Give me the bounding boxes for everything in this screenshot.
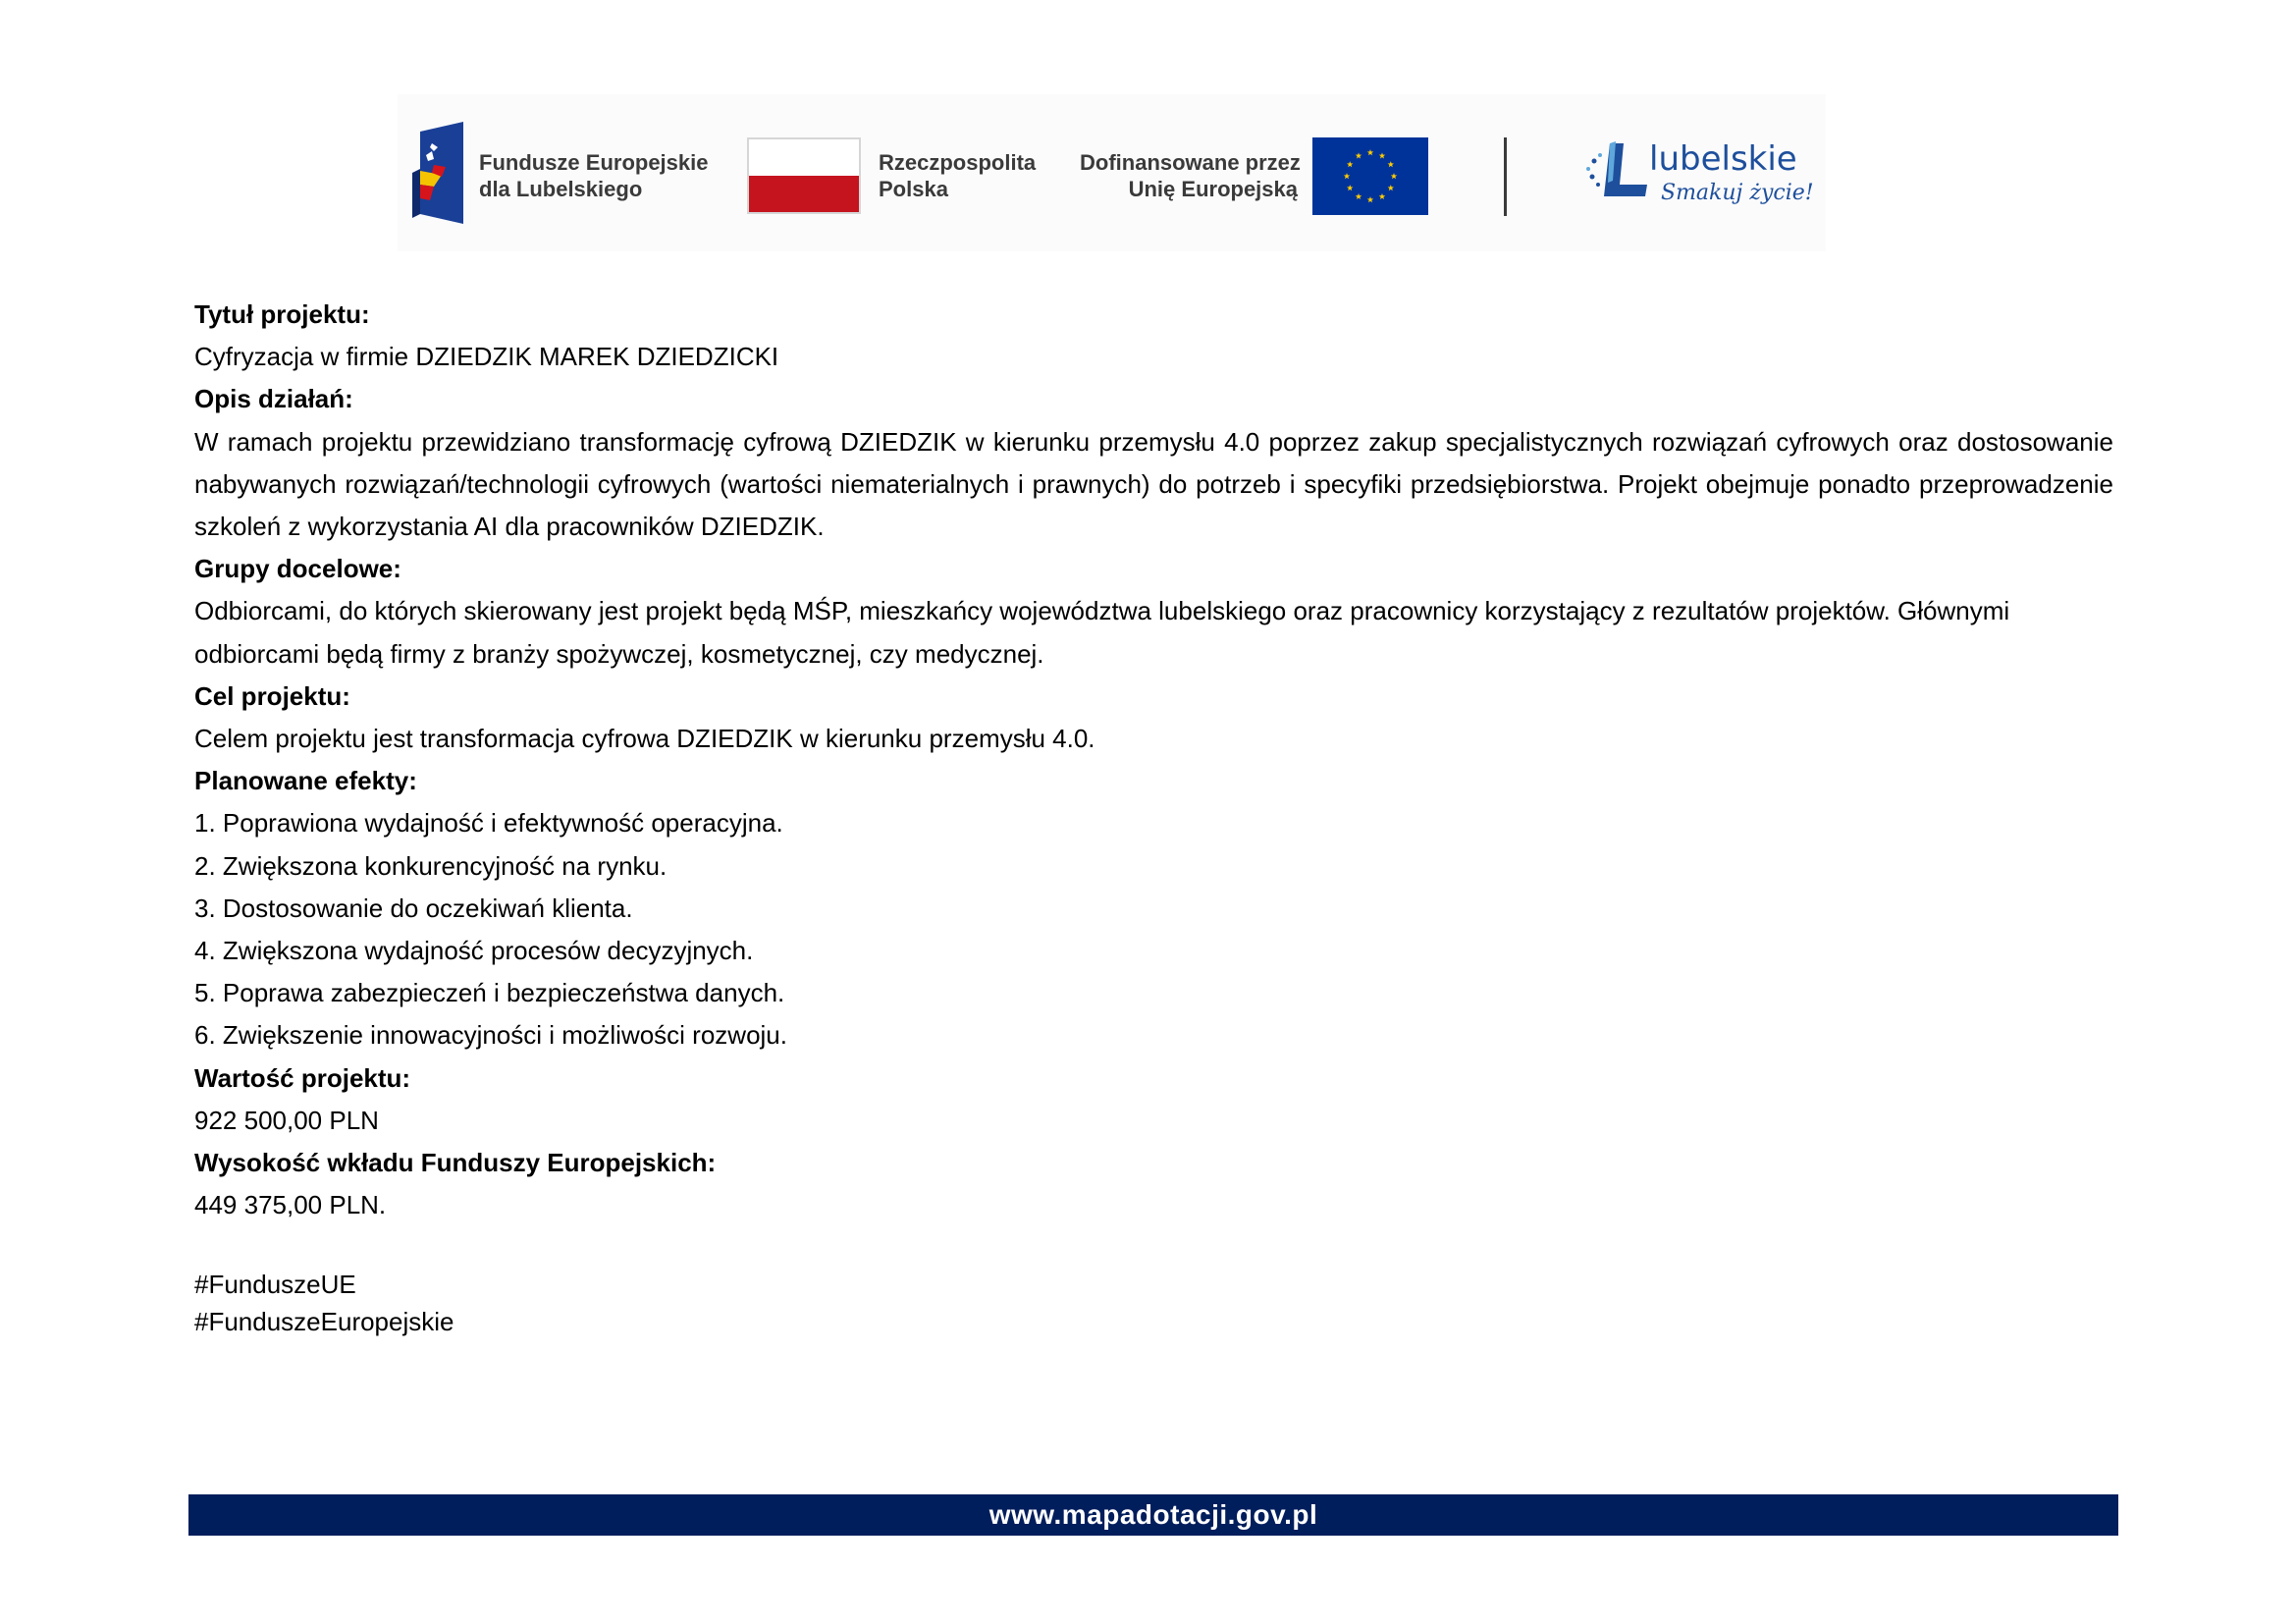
title-value: Cyfryzacja w firmie DZIEDZIK MAREK DZIEDZICKI bbox=[194, 342, 779, 372]
fe-label-line2: dla Lubelskiego bbox=[479, 177, 643, 201]
goal-value: Celem projektu jest transformacja cyfrowa DZIEDZIK w kierunku przemysłu 4.0. bbox=[194, 724, 1095, 754]
hashtag: #FunduszeUE bbox=[194, 1270, 356, 1299]
title-label: Tytuł projektu: bbox=[194, 299, 370, 329]
effect-item: 5. Poprawa zabezpieczeń i bezpieczeństwa danych. bbox=[194, 978, 785, 1008]
hashtags bbox=[194, 1266, 454, 1340]
lubelskie-logo-icon bbox=[1580, 132, 1659, 210]
project-info bbox=[194, 294, 2113, 1226]
eu-funding-label bbox=[1080, 149, 1301, 202]
effect-item: 4. Zwiększona wydajność procesów decyzyjnych. bbox=[194, 936, 754, 966]
rp-label-line1: Rzeczpospolita bbox=[879, 150, 1037, 175]
lubelskie-slogan: Smakuj życie! bbox=[1661, 181, 1814, 205]
description-value: W ramach projektu przewidziano transformację cyfrową DZIEDZIK w kierunku przemysłu 4.0 poprzez zakup specjalistycznych rozwiązań cyfrowych oraz dostosowanie nabywanych rozwiązań/technologii cyfrowych (wartości niematerialnych i prawnych) do potrzeb i specyfiki przedsiębiorstwa. Projekt obejmuje ponadto przeprowadzenie szkoleń z wykorzystania AI dla pracowników DZIEDZIK. bbox=[194, 426, 2113, 542]
target-groups-value: Odbiorcami, do których skierowany jest projekt będą MŚP, mieszkańcy województwa lubelskiego oraz pracownicy korzystający z rezultatów projektów. Głównymi odbiorcami będą firmy z branży spożywczej, kosmetycznej, czy medycznej. bbox=[194, 596, 2010, 669]
hashtag: #FunduszeEuropejskie bbox=[194, 1307, 454, 1336]
poland-flag-icon bbox=[747, 137, 861, 214]
footer-url-bar: www.mapadotacji.gov.pl bbox=[188, 1494, 2118, 1536]
ue-label-line1: Dofinansowane przez bbox=[1080, 150, 1301, 175]
fundusze-europejskie-label bbox=[479, 149, 709, 202]
logo-divider bbox=[1504, 137, 1507, 216]
effect-item: 3. Dostosowanie do oczekiwań klienta. bbox=[194, 893, 633, 923]
target-groups-label: Grupy docelowe: bbox=[194, 554, 401, 584]
lubelskie-wordmark: lubelskie bbox=[1649, 139, 1797, 179]
ue-label-line2: Unię Europejską bbox=[1128, 177, 1298, 201]
effect-item: 2. Zwiększona konkurencyjność na rynku. bbox=[194, 850, 667, 881]
rp-label-line2: Polska bbox=[879, 177, 948, 201]
effects-label: Planowane efekty: bbox=[194, 766, 417, 796]
description-label: Opis działań: bbox=[194, 384, 353, 414]
effect-item: 6. Zwiększenie innowacyjności i możliwości rozwoju. bbox=[194, 1020, 787, 1051]
rzeczpospolita-label bbox=[879, 149, 1036, 202]
fe-label-line1: Fundusze Europejskie bbox=[479, 150, 709, 175]
goal-label: Cel projektu: bbox=[194, 680, 350, 711]
effect-item: 1. Poprawiona wydajność i efektywność operacyjna. bbox=[194, 808, 783, 839]
eu-contribution-value: 449 375,00 PLN. bbox=[194, 1190, 387, 1220]
project-value: 922 500,00 PLN bbox=[194, 1105, 379, 1135]
eu-contribution-label: Wysokość wkładu Funduszy Europejskich: bbox=[194, 1148, 717, 1178]
project-value-label: Wartość projektu: bbox=[194, 1062, 411, 1093]
fundusze-europejskie-logo-icon bbox=[412, 122, 463, 224]
eu-flag-icon bbox=[1312, 137, 1428, 215]
